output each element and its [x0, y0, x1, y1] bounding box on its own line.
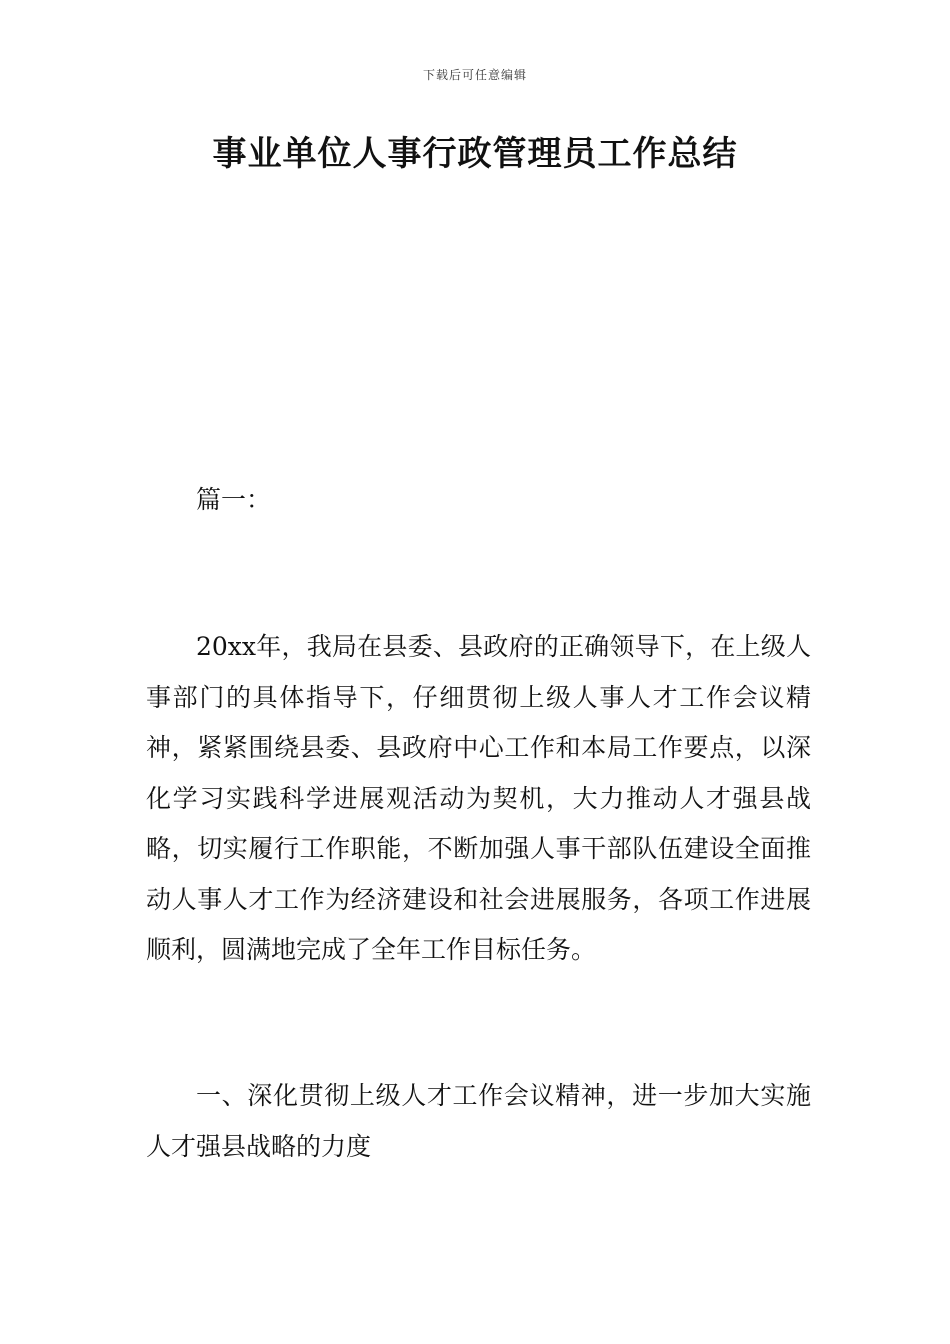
- document-title: 事业单位人事行政管理员工作总结: [212, 134, 738, 174]
- header-note: 下载后可任意编辑: [422, 68, 527, 82]
- section-heading-paragraph: 一、深化贯彻上级人才工作会议精神，进一步加大实施人才强县战略的力度: [146, 1081, 811, 1161]
- body-paragraph: 20xx年，我局在县委、县政府的正确领导下，在上级人事部门的具体指导下，仔细贯彻上级人事人才工作会议精神，紧紧围绕县委、县政府中心工作和本局工作要点，以深化学习实践科学进展观活动为契机，大力推动人才强县战略，切实履行工作职能，不断加强人事干部队伍建设全面推动人事人才工作为经济建设和社会进展服务，各项工作进展顺利，圆满地完成了全年工作目标任务。: [146, 632, 811, 964]
- section-label: 篇一：: [196, 485, 272, 514]
